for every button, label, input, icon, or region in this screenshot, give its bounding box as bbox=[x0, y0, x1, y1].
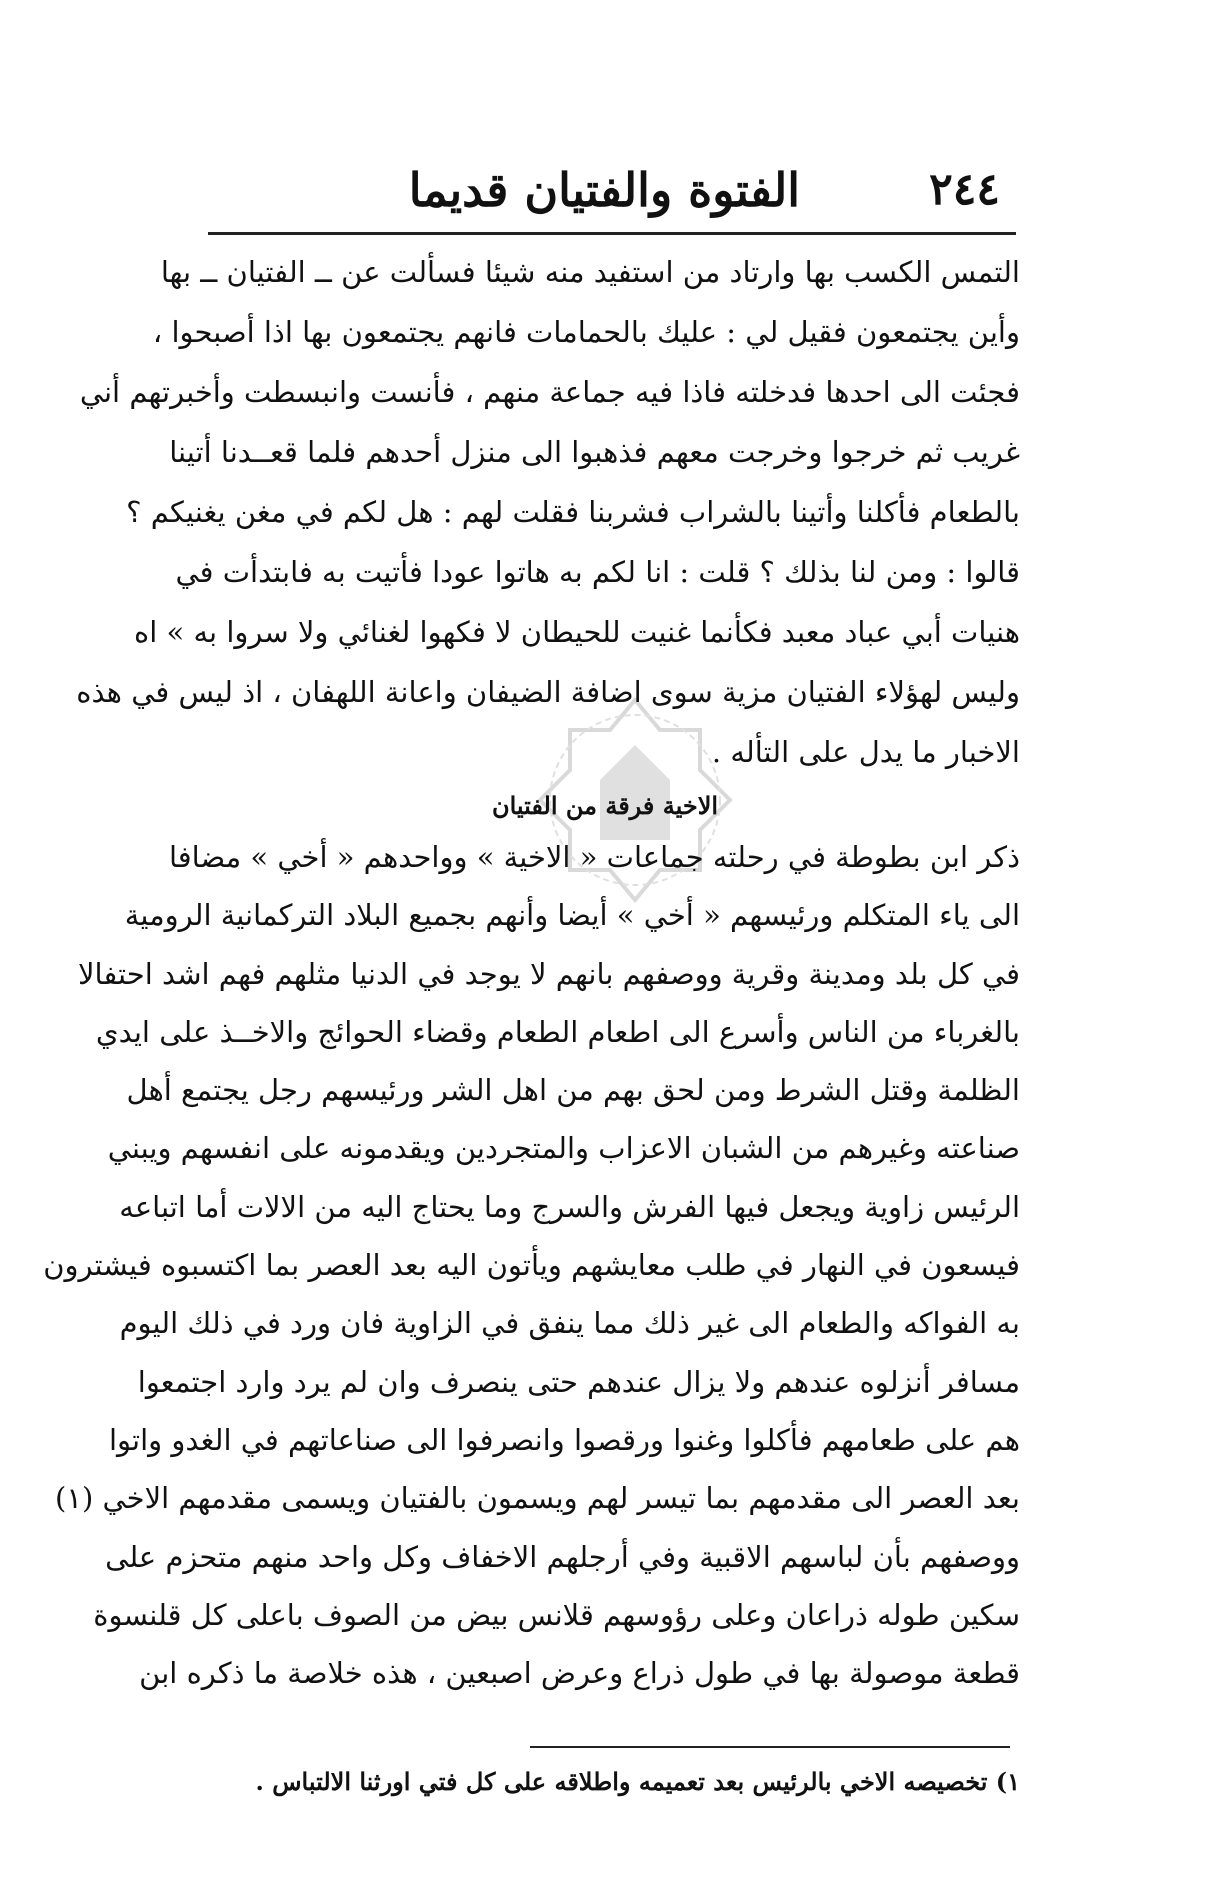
text-line: قطعة موصولة بها في طول ذراع وعرض اصبعين ، هذه خلاصة ما ذكره ابن bbox=[139, 1656, 1020, 1691]
text-line: قالوا : ومن لنا بذلك ؟ قلت : انا لكم به هاتوا عودا فأتيت به فابتدأت في bbox=[175, 555, 1020, 589]
text-line: وأين يجتمعون فقيل لي : عليك بالحمامات فانهم يجتمعون بها اذا أصبحوا ، bbox=[152, 315, 1020, 349]
text-line: الى ياء المتكلم ورئيسهم « أخي » أيضا وأنهم بجميع البلاد التركمانية الرومية bbox=[124, 898, 1020, 933]
footnote: ١) تخصيصه الاخي بالرئيس بعد تعميمه واطلاقه على كل فتي اورثنا الالتباس . bbox=[255, 1767, 1020, 1796]
footnote-rule bbox=[530, 1746, 1010, 1748]
text-line: الاخبار ما يدل على التأله . bbox=[711, 735, 1020, 769]
text-line: سكين طوله ذراعان وعلى رؤوسهم قلانس بيض من الصوف باعلى كل قلنسوة bbox=[93, 1597, 1020, 1632]
running-title: الفتوة والفتيان قديما bbox=[408, 163, 800, 217]
text-line: هم على طعامهم فأكلوا وغنوا ورقصوا وانصرفوا الى صناعاتهم في الغدو واتوا bbox=[109, 1422, 1020, 1457]
text-line: هنيات أبي عباد معبد فكأنما غنيت للحيطان لا فكهوا لغنائي ولا سروا به » اه bbox=[134, 615, 1020, 649]
text-line: فيسعون في النهار في طلب معايشهم ويأتون اليه بعد العصر بما اكتسبوه فيشترون bbox=[43, 1248, 1020, 1283]
text-line: في كل بلد ومدينة وقرية ووصفهم بانهم لا يوجد في الدنيا مثلهم فهم اشد احتفالا bbox=[78, 956, 1020, 991]
text-line: فجئت الى احدها فدخلته فاذا فيه جماعة منهم ، فأنست وانبسطت وأخبرتهم أني bbox=[79, 375, 1020, 409]
text-line: بالطعام فأكلنا وأتينا بالشراب فشربنا فقلت لهم : هل لكم في مغن يغنيكم ؟ bbox=[126, 495, 1020, 529]
text-line: الظلمة وقتل الشرط ومن لحق بهم من اهل الشر ورئيسهم رجل يجتمع أهل bbox=[126, 1073, 1020, 1108]
text-line: بالغرباء من الناس وأسرع الى اطعام الطعام وقضاء الحوائج والاخــذ على ايدي bbox=[95, 1014, 1020, 1049]
paragraph-2 bbox=[43, 828, 1020, 1702]
text-line: ووصفهم بأن لباسهم الاقبية وفي أرجلهم الاخفاف وكل واحد منهم متحزم على bbox=[105, 1539, 1020, 1574]
text-line: صناعته وغيرهم من الشبان الاعزاب والمتجردين ويقدمونه على انفسهم ويبني bbox=[107, 1131, 1020, 1166]
text-line: التمس الكسب بها وارتاد من استفيد منه شيئا فسألت عن ــ الفتيان ــ بها bbox=[160, 255, 1020, 289]
page-header bbox=[210, 155, 1000, 225]
paragraph-1 bbox=[76, 242, 1020, 782]
text-line: غريب ثم خرجوا وخرجت معهم فذهبوا الى منزل أحدهم فلما قعــدنا أتينا bbox=[169, 435, 1020, 469]
text-line: ذكر ابن بطوطة في رحلته جماعات « الاخية » وواحدهم « أخي » مضافا bbox=[168, 840, 1020, 874]
text-line: مسافر أنزلوه عندهم ولا يزال عندهم حتى ينصرف وان لم يرد وارد اجتمعوا bbox=[137, 1364, 1020, 1399]
section-subheading: الاخية فرقة من الفتيان bbox=[491, 791, 719, 820]
text-line: الرئيس زاوية ويجعل فيها الفرش والسرج وما يحتاج اليه من الالات أما اتباعه bbox=[119, 1189, 1020, 1224]
text-line: وليس لهؤلاء الفتيان مزية سوى اضافة الضيفان واعانة اللهفان ، اذ ليس في هذه bbox=[76, 675, 1020, 709]
text-line: بعد العصر الى مقدمهم بما تيسر لهم ويسمون بالفتيان ويسمى مقدمهم الاخي (١) bbox=[55, 1481, 1020, 1516]
page-number: ٢٤٤ bbox=[929, 164, 1000, 215]
text-line: به الفواكه والطعام الى غير ذلك مما ينفق في الزاوية فان ورد في ذلك اليوم bbox=[119, 1306, 1020, 1341]
header-rule bbox=[208, 232, 1016, 235]
